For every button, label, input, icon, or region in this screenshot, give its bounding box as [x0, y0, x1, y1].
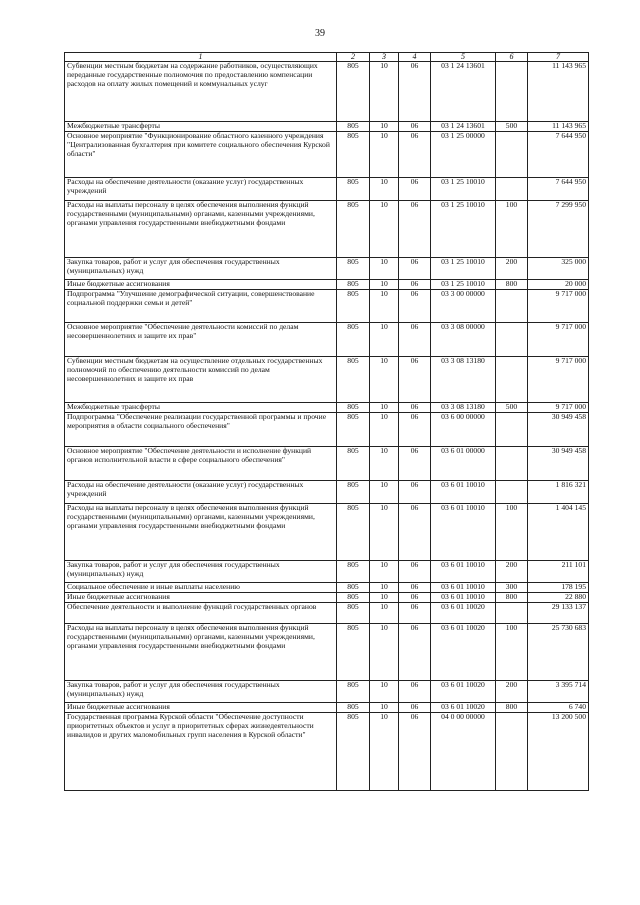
- row-ministry-cell: 805: [337, 703, 370, 713]
- row-amount-cell: 7 299 950: [528, 201, 589, 258]
- row-section-cell: 10: [370, 713, 399, 791]
- row-section-cell: 10: [370, 403, 399, 413]
- row-subsection-cell: 06: [399, 258, 431, 280]
- table-row: [65, 593, 589, 603]
- row-target-article-cell: 03 3 08 00000: [431, 323, 496, 357]
- row-subsection-cell: 06: [399, 122, 431, 132]
- row-section-cell: 10: [370, 603, 399, 624]
- table-row: [65, 323, 589, 357]
- row-expense-type-cell: [496, 447, 528, 481]
- row-section-cell: 10: [370, 703, 399, 713]
- row-target-article-cell: 03 6 01 10010: [431, 561, 496, 583]
- row-name-cell: Расходы на обеспечение деятельности (оказание услуг) государственных учреждений: [65, 481, 337, 504]
- row-name-cell: Социальное обеспечение и иные выплаты населению: [65, 583, 337, 593]
- budget-table: [64, 52, 589, 791]
- row-subsection-cell: 06: [399, 290, 431, 323]
- table-row: [65, 132, 589, 178]
- row-ministry-cell: 805: [337, 62, 370, 122]
- row-section-cell: 10: [370, 132, 399, 178]
- row-name-cell: Подпрограмма "Обеспечение реализации государственной программы и прочие мероприятия в области социального обеспечения": [65, 413, 337, 447]
- row-ministry-cell: 805: [337, 290, 370, 323]
- table-row: [65, 603, 589, 624]
- row-expense-type-cell: [496, 323, 528, 357]
- row-subsection-cell: 06: [399, 593, 431, 603]
- row-expense-type-cell: 100: [496, 624, 528, 681]
- row-target-article-cell: 04 0 00 00000: [431, 713, 496, 791]
- row-subsection-cell: 06: [399, 504, 431, 561]
- row-target-article-cell: 03 1 25 10010: [431, 178, 496, 201]
- row-ministry-cell: 805: [337, 504, 370, 561]
- row-section-cell: 10: [370, 122, 399, 132]
- row-amount-cell: 9 717 000: [528, 403, 589, 413]
- header-col-2: 2: [337, 53, 370, 62]
- row-amount-cell: 7 644 950: [528, 178, 589, 201]
- row-ministry-cell: 805: [337, 413, 370, 447]
- row-amount-cell: 9 717 000: [528, 357, 589, 403]
- row-expense-type-cell: 100: [496, 504, 528, 561]
- row-amount-cell: 6 740: [528, 703, 589, 713]
- row-expense-type-cell: 100: [496, 201, 528, 258]
- row-subsection-cell: 06: [399, 713, 431, 791]
- row-amount-cell: 20 000: [528, 280, 589, 290]
- row-ministry-cell: 805: [337, 713, 370, 791]
- row-expense-type-cell: [496, 290, 528, 323]
- row-target-article-cell: 03 3 08 13180: [431, 403, 496, 413]
- row-target-article-cell: 03 1 25 10010: [431, 258, 496, 280]
- row-target-article-cell: 03 6 01 10010: [431, 504, 496, 561]
- row-target-article-cell: 03 6 01 10020: [431, 681, 496, 703]
- row-name-cell: Государственная программа Курской области "Обеспечение доступности приоритетных объектов и услуг в приоритетных сферах жизнедеятельности инвалидов и других маломобильных групп населения в Курской области": [65, 713, 337, 791]
- row-expense-type-cell: 300: [496, 583, 528, 593]
- row-target-article-cell: 03 6 01 00000: [431, 447, 496, 481]
- row-section-cell: 10: [370, 280, 399, 290]
- row-name-cell: Иные бюджетные ассигнования: [65, 703, 337, 713]
- row-subsection-cell: 06: [399, 280, 431, 290]
- row-subsection-cell: 06: [399, 624, 431, 681]
- table-row: [65, 583, 589, 593]
- row-amount-cell: 325 000: [528, 258, 589, 280]
- row-target-article-cell: 03 6 00 00000: [431, 413, 496, 447]
- row-name-cell: Основное мероприятие "Обеспечение деятельности и исполнение функций органов исполнительной власти в сфере социального обеспечения": [65, 447, 337, 481]
- row-target-article-cell: 03 6 01 10010: [431, 593, 496, 603]
- row-subsection-cell: 06: [399, 583, 431, 593]
- row-expense-type-cell: 800: [496, 703, 528, 713]
- row-expense-type-cell: [496, 413, 528, 447]
- table-row: [65, 447, 589, 481]
- row-ministry-cell: 805: [337, 280, 370, 290]
- row-expense-type-cell: 200: [496, 258, 528, 280]
- row-name-cell: Субвенции местным бюджетам на содержание работников, осуществляющих переданные государственные полномочия по предоставлению компенсации расходов на оплату жилых помещений и коммунальных услуг: [65, 62, 337, 122]
- row-expense-type-cell: [496, 603, 528, 624]
- row-expense-type-cell: 800: [496, 593, 528, 603]
- row-ministry-cell: 805: [337, 481, 370, 504]
- row-expense-type-cell: [496, 178, 528, 201]
- row-name-cell: Расходы на выплаты персоналу в целях обеспечения выполнения функций государственными (муниципальными) органами, казенными учреждениями, органами управления государственными внебюджетными фондами: [65, 504, 337, 561]
- header-col-4: 4: [399, 53, 431, 62]
- table-row: [65, 681, 589, 703]
- row-expense-type-cell: 200: [496, 561, 528, 583]
- row-section-cell: 10: [370, 681, 399, 703]
- row-ministry-cell: 805: [337, 132, 370, 178]
- table-row: [65, 258, 589, 280]
- row-amount-cell: 1 404 145: [528, 504, 589, 561]
- table-row: [65, 703, 589, 713]
- row-expense-type-cell: [496, 481, 528, 504]
- header-col-5: 5: [431, 53, 496, 62]
- table-row: [65, 178, 589, 201]
- row-name-cell: Межбюджетные трансферты: [65, 403, 337, 413]
- row-section-cell: 10: [370, 447, 399, 481]
- row-ministry-cell: 805: [337, 178, 370, 201]
- row-expense-type-cell: [496, 357, 528, 403]
- row-amount-cell: 30 949 458: [528, 447, 589, 481]
- row-expense-type-cell: 800: [496, 280, 528, 290]
- table-row: [65, 481, 589, 504]
- row-subsection-cell: 06: [399, 62, 431, 122]
- row-expense-type-cell: [496, 132, 528, 178]
- table-row: [65, 504, 589, 561]
- table-row: [65, 201, 589, 258]
- row-target-article-cell: 03 6 01 10020: [431, 624, 496, 681]
- row-section-cell: 10: [370, 323, 399, 357]
- row-section-cell: 10: [370, 290, 399, 323]
- row-subsection-cell: 06: [399, 703, 431, 713]
- table-row: [65, 413, 589, 447]
- row-name-cell: Иные бюджетные ассигнования: [65, 593, 337, 603]
- row-name-cell: Субвенции местным бюджетам на осуществление отдельных государственных полномочий по обеспечению деятельности комиссий по делам несовершеннолетних и защите их прав: [65, 357, 337, 403]
- row-name-cell: Основное мероприятие "Обеспечение деятельности комиссий по делам несовершеннолетних и защите их прав": [65, 323, 337, 357]
- table-row: [65, 624, 589, 681]
- table-row: [65, 561, 589, 583]
- row-name-cell: Расходы на обеспечение деятельности (оказание услуг) государственных учреждений: [65, 178, 337, 201]
- row-expense-type-cell: 500: [496, 403, 528, 413]
- row-name-cell: Подпрограмма "Улучшение демографической ситуации, совершенствование социальной поддержки семьи и детей": [65, 290, 337, 323]
- row-subsection-cell: 06: [399, 603, 431, 624]
- row-target-article-cell: 03 6 01 10020: [431, 703, 496, 713]
- row-expense-type-cell: 500: [496, 122, 528, 132]
- row-subsection-cell: 06: [399, 403, 431, 413]
- row-subsection-cell: 06: [399, 201, 431, 258]
- header-col-7: 7: [528, 53, 589, 62]
- row-ministry-cell: 805: [337, 323, 370, 357]
- row-expense-type-cell: [496, 62, 528, 122]
- row-target-article-cell: 03 6 01 10010: [431, 481, 496, 504]
- row-target-article-cell: 03 3 00 00000: [431, 290, 496, 323]
- row-ministry-cell: 805: [337, 681, 370, 703]
- row-ministry-cell: 805: [337, 561, 370, 583]
- row-subsection-cell: 06: [399, 132, 431, 178]
- header-col-3: 3: [370, 53, 399, 62]
- row-amount-cell: 30 949 458: [528, 413, 589, 447]
- row-section-cell: 10: [370, 62, 399, 122]
- row-ministry-cell: 805: [337, 201, 370, 258]
- row-amount-cell: 22 880: [528, 593, 589, 603]
- header-col-1: 1: [65, 53, 337, 62]
- row-name-cell: Межбюджетные трансферты: [65, 122, 337, 132]
- header-col-6: 6: [496, 53, 528, 62]
- row-ministry-cell: 805: [337, 258, 370, 280]
- row-section-cell: 10: [370, 481, 399, 504]
- row-section-cell: 10: [370, 258, 399, 280]
- row-ministry-cell: 805: [337, 403, 370, 413]
- row-amount-cell: 25 730 683: [528, 624, 589, 681]
- row-amount-cell: 211 101: [528, 561, 589, 583]
- row-subsection-cell: 06: [399, 561, 431, 583]
- row-amount-cell: 13 200 500: [528, 713, 589, 791]
- row-name-cell: Основное мероприятие "Функционирование областного казенного учреждения "Централизованная бухгалтерия при комитете социального обеспечения Курской области": [65, 132, 337, 178]
- row-section-cell: 10: [370, 583, 399, 593]
- table-row: [65, 62, 589, 122]
- row-name-cell: Расходы на выплаты персоналу в целях обеспечения выполнения функций государственными (муниципальными) органами, казенными учреждениями, органами управления государственными внебюджетными фондами: [65, 624, 337, 681]
- row-section-cell: 10: [370, 201, 399, 258]
- row-ministry-cell: 805: [337, 624, 370, 681]
- row-target-article-cell: 03 1 24 13601: [431, 62, 496, 122]
- page-number: 39: [315, 28, 325, 39]
- table-row: [65, 403, 589, 413]
- row-amount-cell: 7 644 950: [528, 132, 589, 178]
- table-body: [65, 62, 589, 791]
- row-target-article-cell: 03 1 25 10010: [431, 201, 496, 258]
- row-name-cell: Закупка товаров, работ и услуг для обеспечения государственных (муниципальных) нужд: [65, 561, 337, 583]
- row-ministry-cell: 805: [337, 603, 370, 624]
- row-section-cell: 10: [370, 178, 399, 201]
- row-subsection-cell: 06: [399, 447, 431, 481]
- row-section-cell: 10: [370, 624, 399, 681]
- row-amount-cell: 9 717 000: [528, 323, 589, 357]
- row-amount-cell: 11 143 965: [528, 62, 589, 122]
- row-ministry-cell: 805: [337, 122, 370, 132]
- row-target-article-cell: 03 6 01 10020: [431, 603, 496, 624]
- table-row: [65, 290, 589, 323]
- row-target-article-cell: 03 1 24 13601: [431, 122, 496, 132]
- row-amount-cell: 29 133 137: [528, 603, 589, 624]
- row-section-cell: 10: [370, 504, 399, 561]
- row-amount-cell: 178 195: [528, 583, 589, 593]
- row-ministry-cell: 805: [337, 593, 370, 603]
- row-target-article-cell: 03 1 25 10010: [431, 280, 496, 290]
- row-name-cell: Закупка товаров, работ и услуг для обеспечения государственных (муниципальных) нужд: [65, 681, 337, 703]
- table-row: [65, 280, 589, 290]
- row-name-cell: Иные бюджетные ассигнования: [65, 280, 337, 290]
- row-section-cell: 10: [370, 593, 399, 603]
- row-section-cell: 10: [370, 413, 399, 447]
- row-subsection-cell: 06: [399, 323, 431, 357]
- row-subsection-cell: 06: [399, 413, 431, 447]
- row-subsection-cell: 06: [399, 357, 431, 403]
- row-name-cell: Закупка товаров, работ и услуг для обеспечения государственных (муниципальных) нужд: [65, 258, 337, 280]
- row-ministry-cell: 805: [337, 357, 370, 403]
- row-amount-cell: 3 395 714: [528, 681, 589, 703]
- row-section-cell: 10: [370, 561, 399, 583]
- row-target-article-cell: 03 3 08 13180: [431, 357, 496, 403]
- row-target-article-cell: 03 6 01 10010: [431, 583, 496, 593]
- row-expense-type-cell: [496, 713, 528, 791]
- row-name-cell: Обеспечение деятельности и выполнение функций государственных органов: [65, 603, 337, 624]
- row-amount-cell: 1 816 321: [528, 481, 589, 504]
- table-row: [65, 357, 589, 403]
- table-row: [65, 713, 589, 791]
- row-subsection-cell: 06: [399, 178, 431, 201]
- row-ministry-cell: 805: [337, 447, 370, 481]
- table-row: [65, 122, 589, 132]
- row-expense-type-cell: 200: [496, 681, 528, 703]
- row-subsection-cell: 06: [399, 681, 431, 703]
- row-ministry-cell: 805: [337, 583, 370, 593]
- row-subsection-cell: 06: [399, 481, 431, 504]
- row-name-cell: Расходы на выплаты персоналу в целях обеспечения выполнения функций государственными (муниципальными) органами, казенными учреждениями, органами управления государственными внебюджетными фондами: [65, 201, 337, 258]
- row-target-article-cell: 03 1 25 00000: [431, 132, 496, 178]
- row-section-cell: 10: [370, 357, 399, 403]
- row-amount-cell: 9 717 000: [528, 290, 589, 323]
- row-amount-cell: 11 143 965: [528, 122, 589, 132]
